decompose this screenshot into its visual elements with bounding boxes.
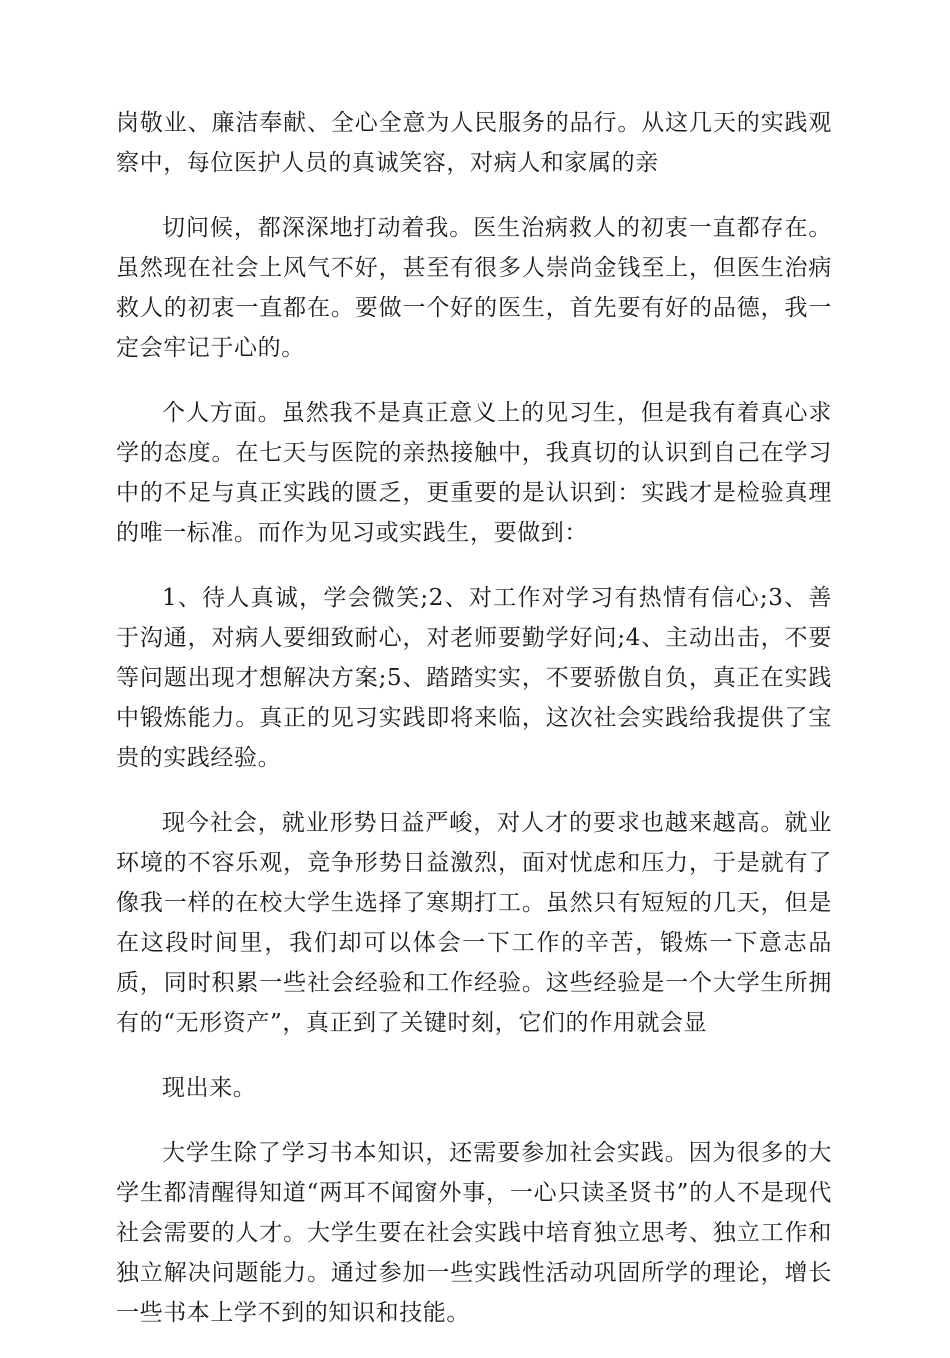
paragraph: 个人方面。虽然我不是真正意义上的见习生，但是我有着真心求学的态度。在七天与医院的亲热接触中，我真切的认识到自己在学习中的不足与真正实践的匮乏，更重要的是认识到：实践才是检验真理的唯一标准。而作为见习或实践生，要做到： [116,400,832,546]
paragraph: 大学生除了学习书本知识，还需要参加社会实践。因为很多的大学生都清醒得知道“两耳不闻窗外事，一心只读圣贤书”的人不是现代社会需要的人才。大学生要在社会实践中培育独立思考、独立工作和独立解决问题能力。通过参加一些实践性活动巩固所学的理论，增长一些书本上学不到的知识和技能。 [116,1140,832,1326]
paragraph: 现出来。 [162,1075,257,1101]
paragraph: 现今社会，就业形势日益严峻，对人才的要求也越来越高。就业环境的不容乐观，竞争形势日益激烈，面对忧虑和压力，于是就有了像我一样的在校大学生选择了寒期打工。虽然只有短短的几天，但是在这段时间里，我们却可以体会一下工作的辛苦，锻炼一下意志品质，同时积累一些社会经验和工作经验。这些经验是一个大学生所拥有的“无形资产”，真正到了关键时刻，它们的作用就会显 [116,810,832,1036]
paragraph-list: 1、待人真诚，学会微笑;2、对工作对学习有热情有信心;3、善于沟通，对病人要细致耐心，对老师要勤学好问;4、主动出击，不要等问题出现才想解决方案;5、踏踏实实，不要骄傲自负，真正在实践中锻炼能力。真正的见习实践即将来临，这次社会实践给我提供了宝贵的实践经验。 [116,585,832,771]
paragraph-continuation: 岗敬业、廉洁奉献、全心全意为人民服务的品行。从这几天的实践观察中，每位医护人员的真诚笑容，对病人和家属的亲 [116,110,832,176]
paragraph: 切问候，都深深地打动着我。医生治病救人的初衷一直都存在。虽然现在社会上风气不好，甚至有很多人崇尚金钱至上，但医生治病救人的初衷一直都在。要做一个好的医生，首先要有好的品德，我一定会牢记于心的。 [116,215,832,361]
document-body [116,103,832,1358]
